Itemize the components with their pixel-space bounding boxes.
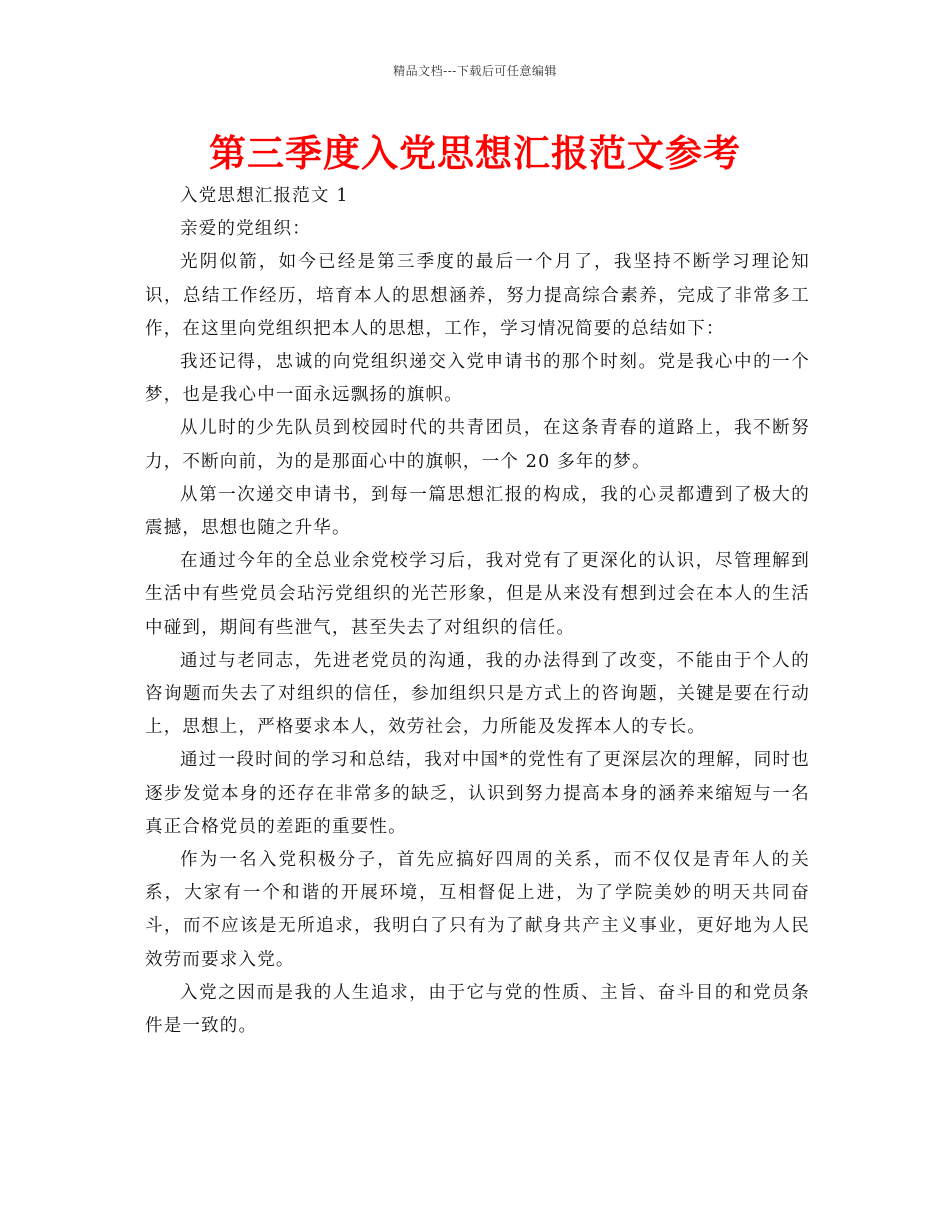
paragraph: 入党之因而是我的人生追求，由于它与党的性质、主旨、奋斗目的和党员条件是一致的。: [145, 982, 810, 1037]
paragraph: 通过与老同志，先进老党员的沟通，我的办法得到了改变，不能由于个人的咨询题而失去了对组织的信任，参加组织只是方式上的咨询题，关键是要在行动上，思想上，严格要求本人，效劳社会，力所能及发挥本人的专长。: [145, 650, 810, 738]
header-note: 精品文档---下载后可任意编辑: [393, 64, 557, 78]
paragraph: 我还记得，忠诚的向党组织递交入党申请书的那个时刻。党是我心中的一个梦，也是我心中一面永远飘扬的旗帜。: [145, 352, 810, 406]
paragraph: 在通过今年的全总业余党校学习后，我对党有了更深化的认识，尽管理解到生活中有些党员会玷污党组织的光芒形象，但是从来没有想到过会在本人的生活中碰到，期间有些泄气，甚至失去了对组织的信任。: [145, 551, 810, 638]
paragraph: 从儿时的少先队员到校园时代的共青团员，在这条青春的道路上，我不断努力，不断向前，为的是那面心中的旗帜，一个 20 多年的梦。: [145, 418, 810, 472]
paragraph: 作为一名入党积极分子，首先应搞好四周的关系，而不仅仅是青年人的关系，大家有一个和谐的开展环境，互相督促上进，为了学院美妙的明天共同奋斗，而不应该是无所追求，我明白了只有为了献身共产主义事业，更好地为人民效劳而要求入党。: [145, 850, 810, 970]
document-subtitle: 入党思想汇报范文 1: [180, 186, 349, 206]
salutation: 亲爱的党组织：: [180, 219, 311, 240]
paragraph: 光阴似箭，如今已经是第三季度的最后一个月了，我坚持不断学习理论知识，总结工作经历，培育本人的思想涵养，努力提高综合素养，完成了非常多工作，在这里向党组织把本人的思想，工作，学习情况简要的总结如下：: [145, 252, 810, 339]
document-title: 第三季度入党思想汇报范文参考: [209, 132, 741, 175]
paragraph: 从第一次递交申请书，到每一篇思想汇报的构成，我的心灵都遭到了极大的震撼，思想也随之升华。: [145, 484, 810, 539]
paragraph: 通过一段时间的学习和总结，我对中国*的党性有了更深层次的理解，同时也逐步发觉本身的还存在非常多的缺乏，认识到努力提高本身的涵养来缩短与一名真正合格党员的差距的重要性。: [145, 750, 810, 837]
document-body: [145, 180, 810, 1043]
